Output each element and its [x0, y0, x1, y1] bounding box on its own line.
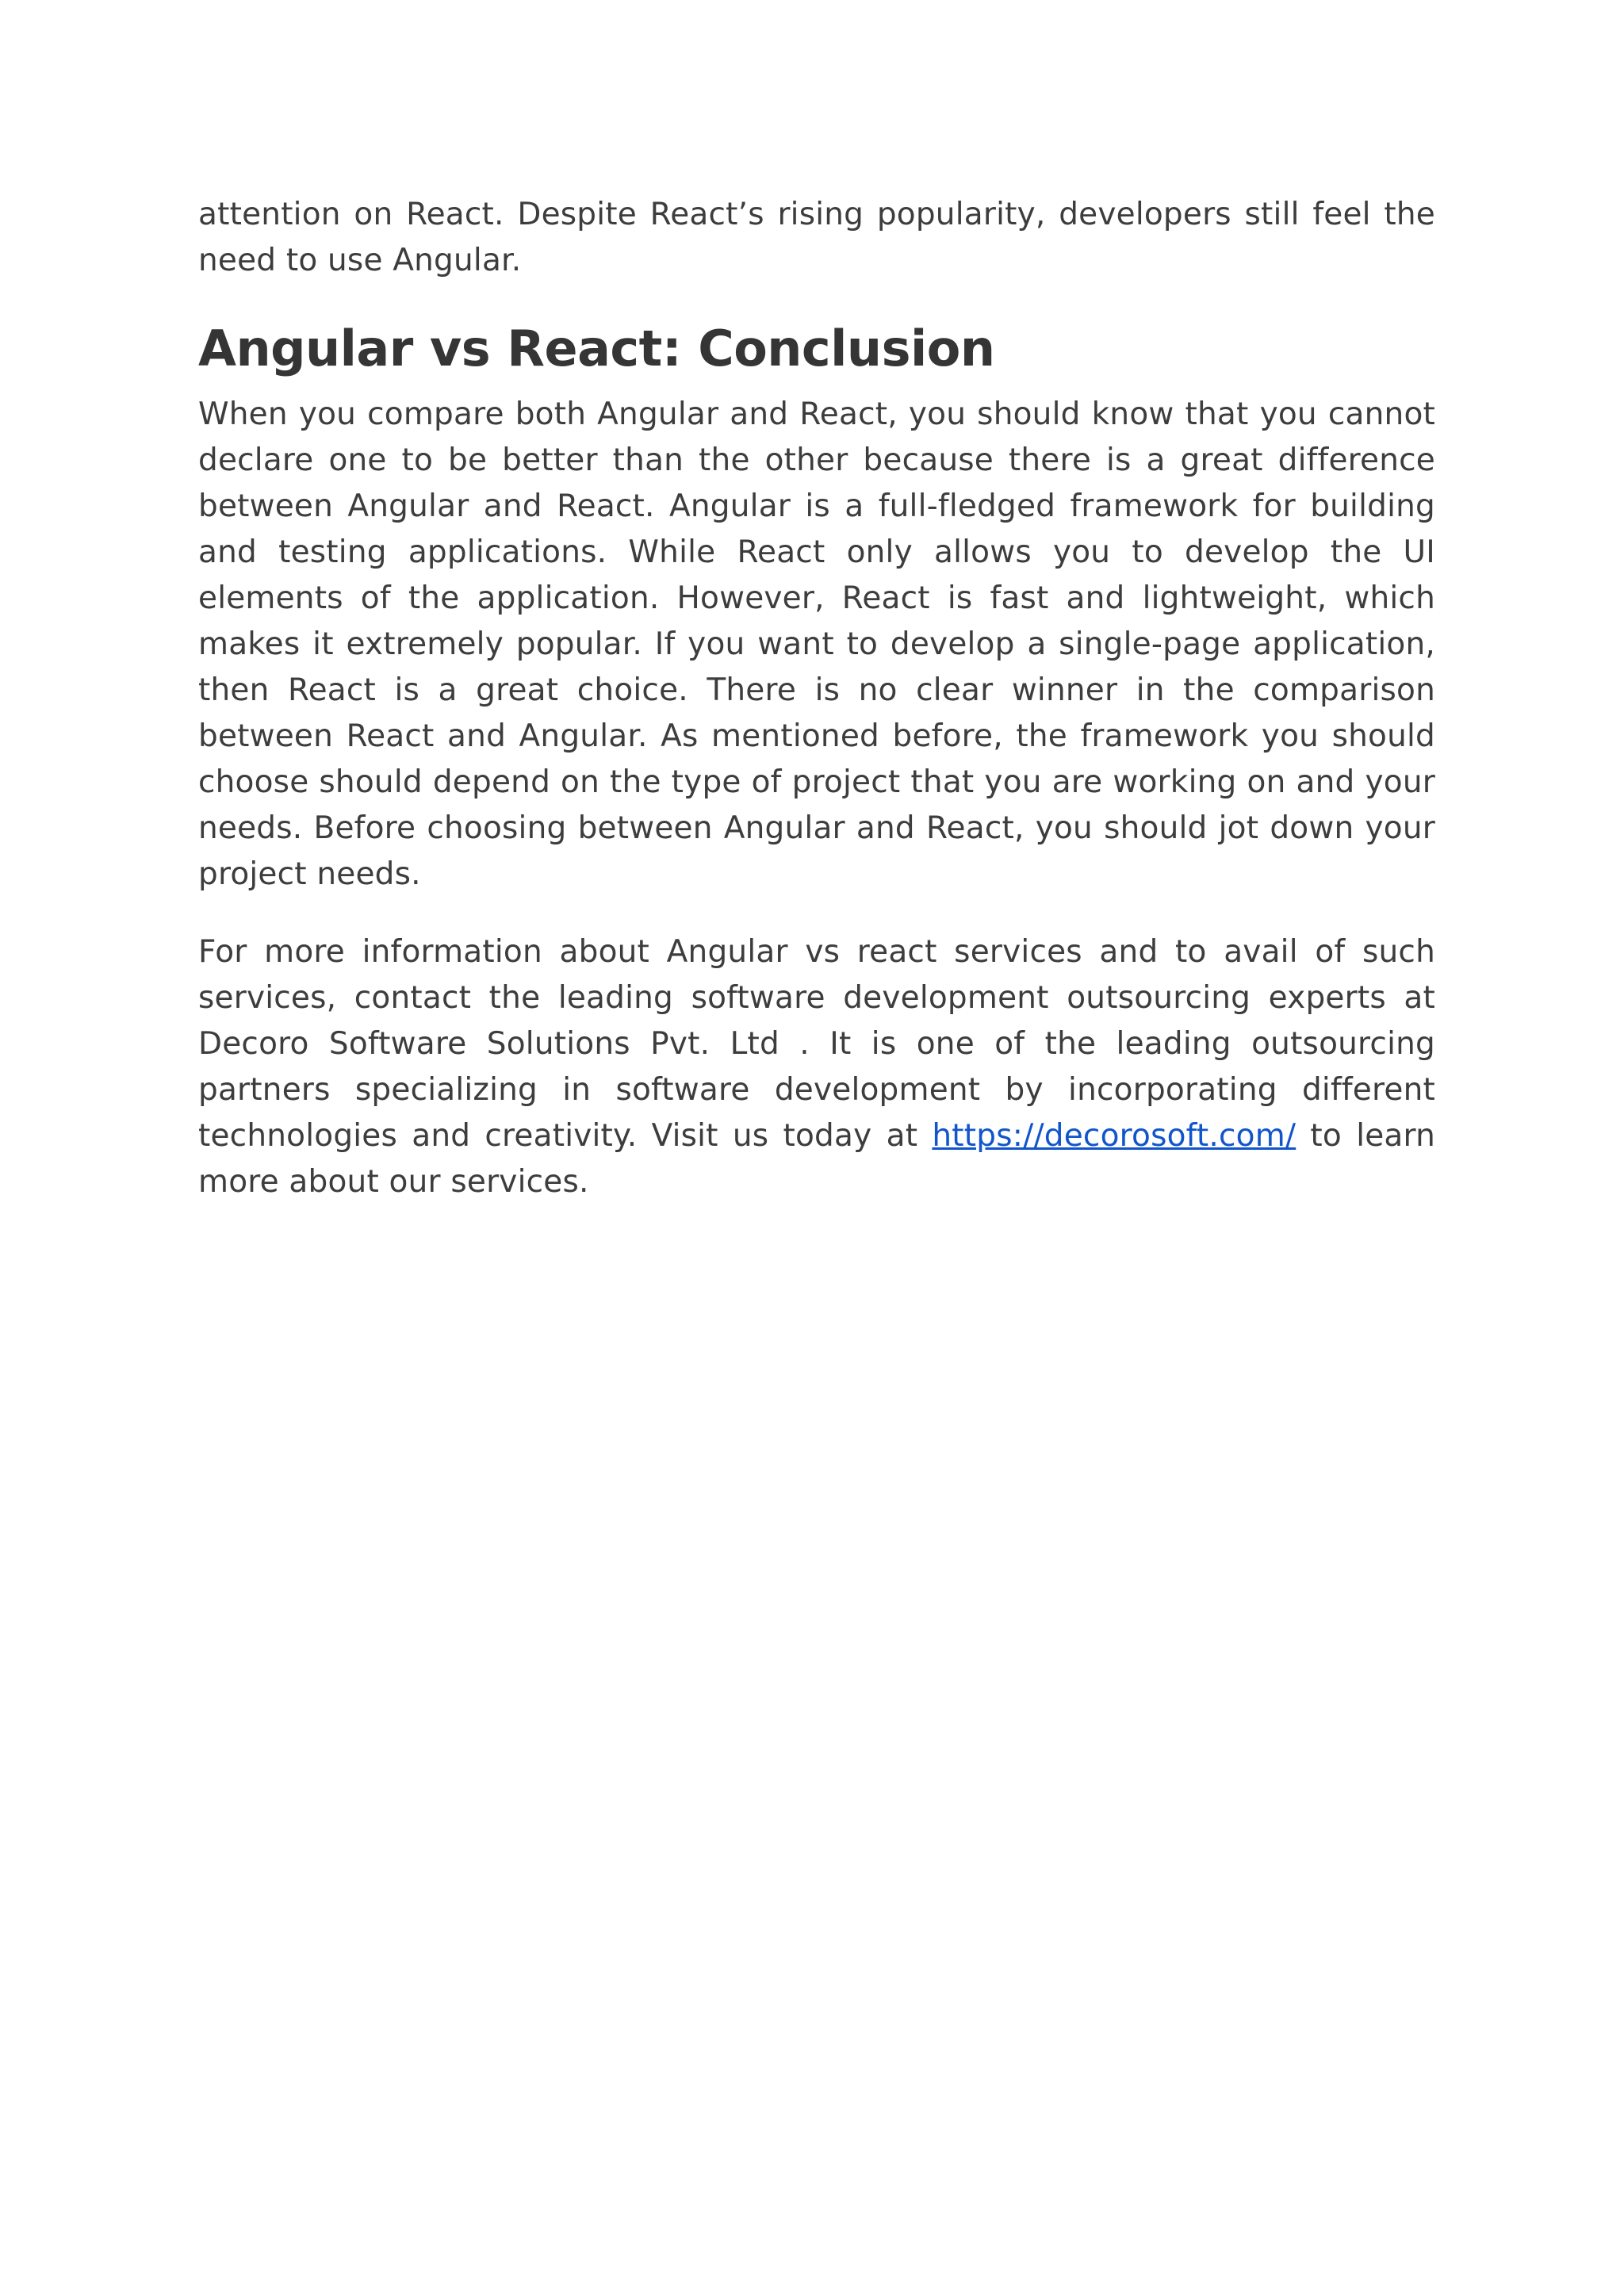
- intro-paragraph: attention on React. Despite React’s rising popularity, developers still feel the need to use Angular.: [198, 197, 1435, 278]
- document-page: [198, 192, 1435, 1205]
- website-link[interactable]: https://decorosoft.com/: [932, 1118, 1297, 1154]
- contact-text-before-link: For more information about Angular vs react services and to avail of such services, contact the leading software development outsourcing experts at Decoro Software Solutions Pvt. Ltd . It is one of the leading outsourcing partners specializing in software development by incorporating different technologies and creativity. Visit us today at: [198, 934, 1435, 1154]
- contact-paragraph: [198, 929, 1435, 1205]
- section-heading: Angular vs React: Conclusion: [198, 320, 995, 377]
- contact-text-after-link: to learn more about our services.: [198, 1118, 1435, 1200]
- conclusion-paragraph: When you compare both Angular and React, you should know that you cannot declare one to be better than the other because there is a great difference between Angular and React. Angular is a full-fledged framework for building and testing applications. While React only allows you to develop the UI elements of the application. However, React is fast and lightweight, which makes it extremely popular. If you want to develop a single-page application, then React is a great choice. There is no clear winner in the comparison between React and Angular. As mentioned before, the framework you should choose should depend on the type of project that you are working on and your needs. Before choosing between Angular and React, you should jot down your project needs.: [198, 396, 1435, 892]
